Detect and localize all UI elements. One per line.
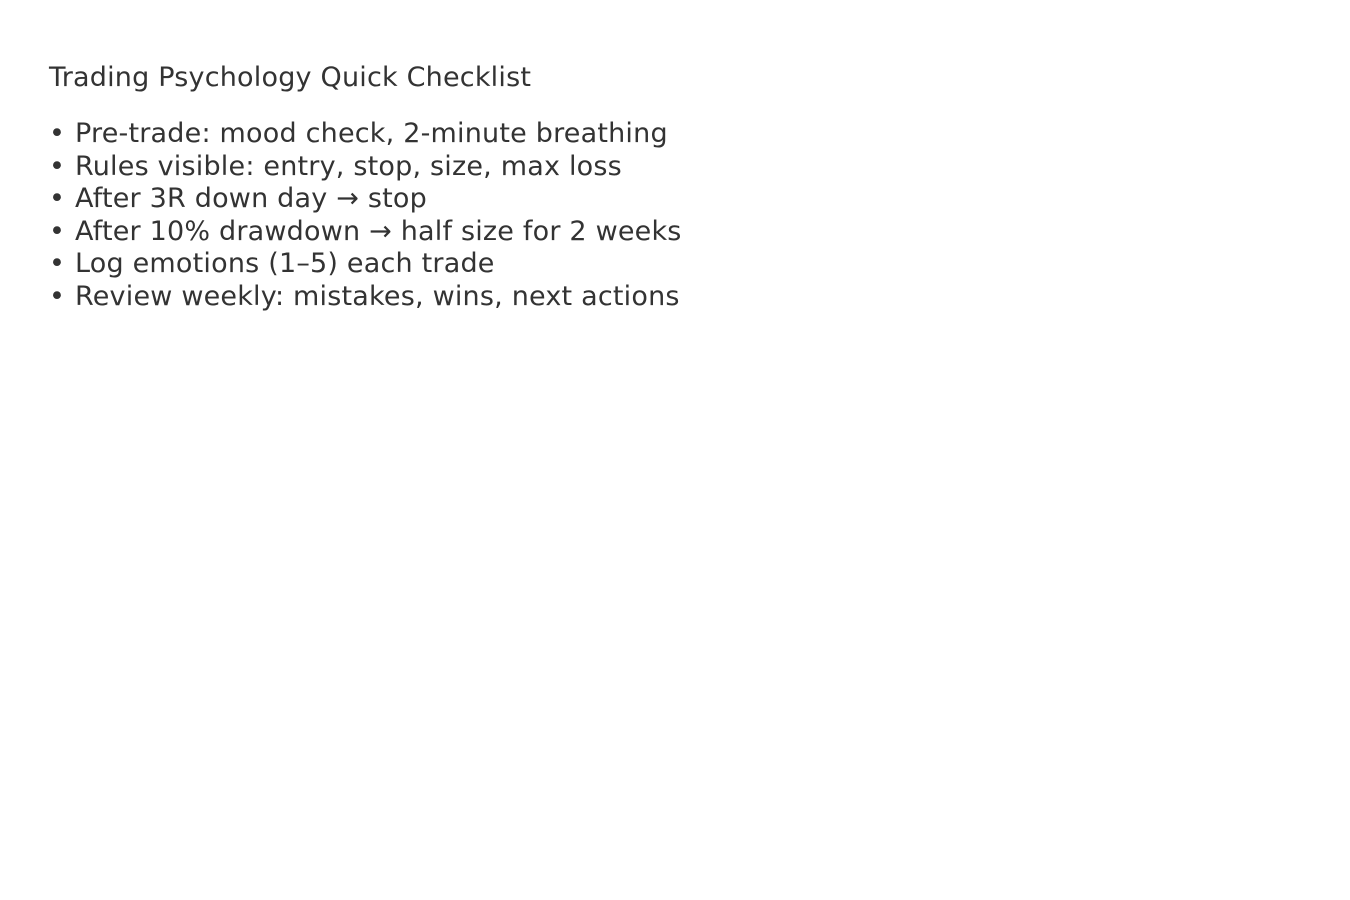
bullet-icon: • <box>49 150 66 182</box>
bullet-icon: • <box>49 280 66 312</box>
list-item-text: After 10% drawdown → half size for 2 weeks <box>75 215 682 247</box>
checklist-document <box>49 56 682 313</box>
list-item <box>49 183 682 216</box>
bullet-icon: • <box>49 118 66 149</box>
bullet-icon: • <box>49 215 66 247</box>
bullet-icon: • <box>49 183 66 214</box>
list-item-text: Rules visible: entry, stop, size, max loss <box>75 150 622 182</box>
list-item <box>49 248 682 281</box>
list-item <box>49 281 682 314</box>
list-item <box>49 118 682 151</box>
list-item-text: Log emotions (1–5) each trade <box>75 248 495 279</box>
list-item-text: Pre-trade: mood check, 2-minute breathing <box>75 118 668 149</box>
list-item <box>49 216 682 249</box>
list-item <box>49 151 682 184</box>
list-item-text: After 3R down day → stop <box>75 183 427 214</box>
checklist <box>49 118 682 313</box>
document-title: Trading Psychology Quick Checklist <box>49 62 532 93</box>
bullet-icon: • <box>49 248 66 279</box>
list-item-text: Review weekly: mistakes, wins, next actions <box>75 280 680 312</box>
